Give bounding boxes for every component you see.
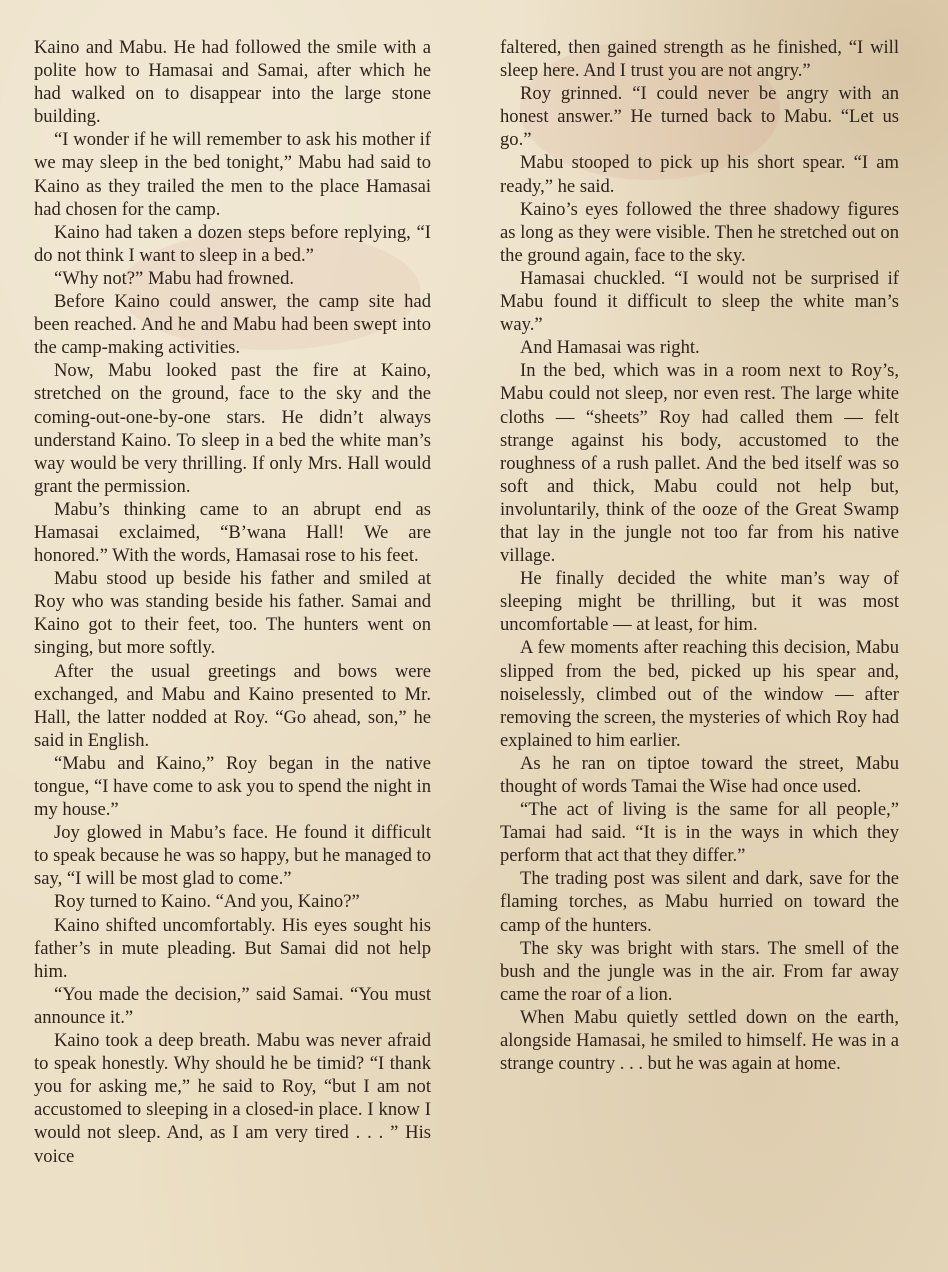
paragraph: When Mabu quietly settled down on the earth, alongside Hamasai, he smiled to himself. He was in a strange country . . . but he was again at home. <box>500 1006 899 1075</box>
paragraph: Mabu stood up beside his father and smiled at Roy who was standing beside his father. Samai and Kaino got to their feet, too. The hunters went on singing, but more softly. <box>34 568 431 659</box>
paragraph: In the bed, which was in a room next to Roy’s, Mabu could not sleep, nor even rest. The large white cloths — “sheets” Roy had called them — felt strange against his body, accustomed to the roughness of a rush pallet. And the bed itself was so soft and thick, Mabu could not help but, involuntarily, think of the ooze of the Great Swamp that lay in the jungle not too far from his native village. <box>500 360 899 567</box>
paragraph: Roy grinned. “I could never be angry with an honest answer.” He turned back to Mabu. “Let us go.” <box>500 83 899 151</box>
left-column <box>34 36 431 1168</box>
paragraph: He finally decided the white man’s way of sleeping might be thrilling, but it was most uncomfortable — at least, for him. <box>500 568 899 636</box>
paragraph: Mabu’s thinking came to an abrupt end as Hamasai exclaimed, “B’wana Hall! We are honored.” With the words, Hamasai rose to his feet. <box>34 498 431 567</box>
paragraph: The trading post was silent and dark, save for the flaming torches, as Mabu hurried on toward the camp of the hunters. <box>500 868 899 936</box>
paragraph: Hamasai chuckled. “I would not be surprised if Mabu found it difficult to sleep the white man’s way.” <box>500 267 899 336</box>
paragraph: Now, Mabu looked past the fire at Kaino, stretched on the ground, face to the sky and the coming-out-one-by-one stars. He didn’t always understand Kaino. To sleep in a bed the white man’s way would be very thrilling. If only Mrs. Hall would grant the permission. <box>34 360 431 497</box>
paragraph: “Why not?” Mabu had frowned. <box>54 267 295 289</box>
paragraph: Roy turned to Kaino. “And you, Kaino?” <box>54 891 360 913</box>
paragraph: As he ran on tiptoe toward the street, Mabu thought of words Tamai the Wise had once used. <box>500 752 899 797</box>
paragraph: Kaino had taken a dozen steps before replying, “I do not think I want to sleep in a bed.” <box>34 221 431 266</box>
paragraph: faltered, then gained strength as he finished, “I will sleep here. And I trust you are not angry.” <box>500 37 899 82</box>
paragraph: “Mabu and Kaino,” Roy began in the native tongue, “I have come to ask you to spend the night in my house.” <box>34 752 431 821</box>
paragraph: After the usual greetings and bows were exchanged, and Mabu and Kaino presented to Mr. Hall, the latter nodded at Roy. “Go ahead, son,” he said in English. <box>34 660 431 751</box>
paragraph: Kaino shifted uncomfortably. His eyes sought his father’s in mute pleading. But Samai did not help him. <box>34 914 431 982</box>
paragraph: Before Kaino could answer, the camp site had been reached. And he and Mabu had been swept into the camp-making activities. <box>34 291 431 359</box>
paragraph: And Hamasai was right. <box>520 337 700 359</box>
paragraph: A few moments after reaching this decision, Mabu slipped from the bed, picked up his spear and, noiselessly, climbed out of the window — after removing the screen, the mysteries of which Roy had explained to him earlier. <box>500 637 899 751</box>
paragraph: The sky was bright with stars. The smell of the bush and the jungle was in the air. From far away came the roar of a lion. <box>500 937 899 1005</box>
paragraph: “The act of living is the same for all people,” Tamai had said. “It is in the ways in which they perform that act that they differ.” <box>500 799 899 867</box>
paragraph: “I wonder if he will remember to ask his mother if we may sleep in the bed tonight,” Mabu had said to Kaino as they trailed the men to the place Hamasai had chosen for the camp. <box>34 129 431 220</box>
right-column <box>500 36 899 1075</box>
paragraph: Kaino took a deep breath. Mabu was never afraid to speak honestly. Why should he be timid? “I thank you for asking me,” he said to Roy, “but I am not accustomed to sleeping in a closed-in place. I know I would not sleep. And, as I am very tired . . . ” His voice <box>34 1030 431 1167</box>
paragraph: Mabu stooped to pick up his short spear. “I am ready,” he said. <box>500 152 899 197</box>
paragraph: Kaino’s eyes followed the three shadowy figures as long as they were visible. Then he stretched out on the ground again, face to the sky. <box>500 198 899 266</box>
paragraph: Joy glowed in Mabu’s face. He found it difficult to speak because he was so happy, but he managed to say, “I will be most glad to come.” <box>34 822 431 890</box>
paragraph: Kaino and Mabu. He had followed the smile with a polite how to Hamasai and Samai, after which he had walked on to disappear into the large stone building. <box>34 37 431 128</box>
paragraph: “You made the decision,” said Samai. “You must announce it.” <box>34 983 431 1028</box>
